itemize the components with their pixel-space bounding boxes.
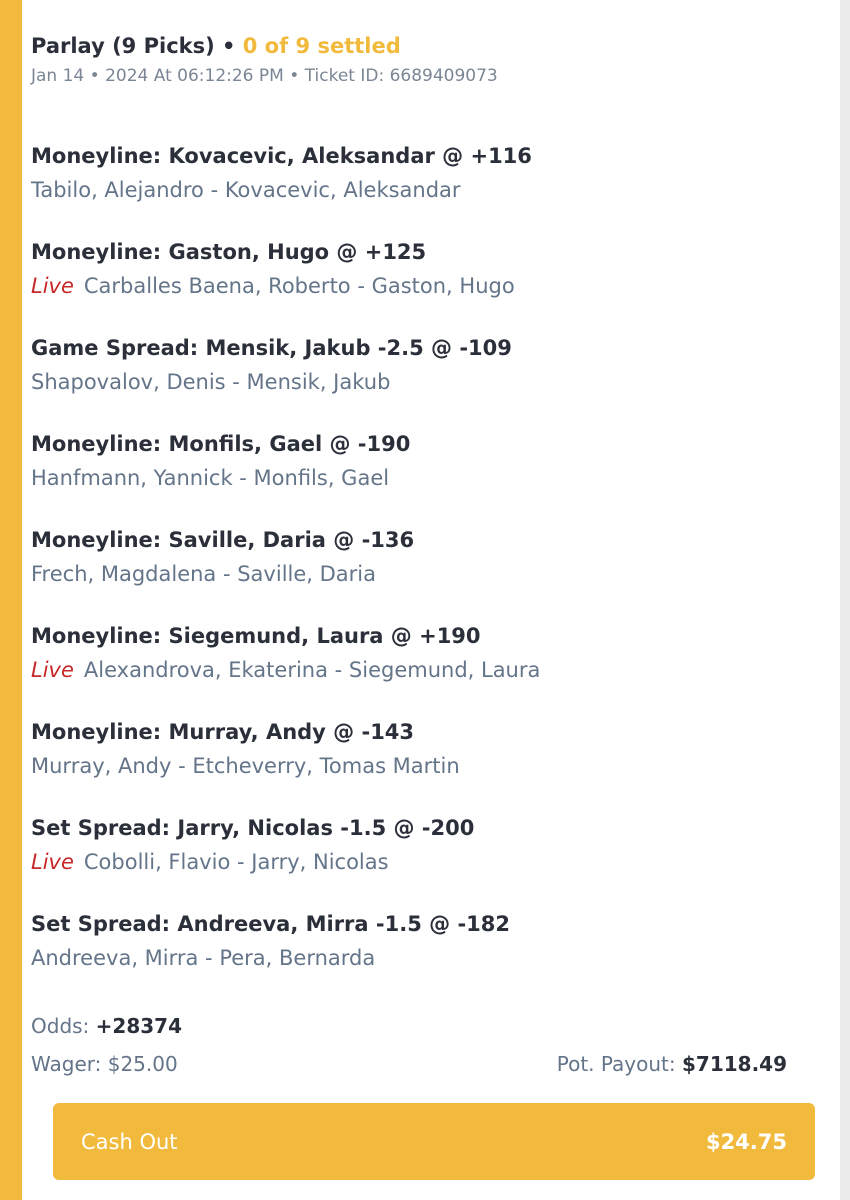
pick-matchup: Andreeva, Mirra - Pera, Bernarda bbox=[31, 946, 376, 970]
pick-title: Game Spread: Mensik, Jakub -2.5 @ -109 bbox=[31, 336, 512, 360]
pick-item bbox=[31, 524, 811, 620]
card-edge bbox=[840, 0, 850, 1200]
pick-item bbox=[31, 236, 811, 332]
odds-label: Odds: bbox=[31, 1014, 96, 1038]
cash-out-amount: $24.75 bbox=[705, 1129, 787, 1154]
pick-matchup: Hanfmann, Yannick - Monfils, Gael bbox=[31, 466, 390, 490]
accent-bar bbox=[0, 0, 22, 1200]
pick-matchup: Carballes Baena, Roberto - Gaston, Hugo bbox=[83, 274, 515, 298]
wager-value: $25.00 bbox=[107, 1052, 178, 1076]
pick-title: Moneyline: Gaston, Hugo @ +125 bbox=[31, 240, 427, 264]
pick-title: Moneyline: Siegemund, Laura @ +190 bbox=[31, 624, 481, 648]
pick-title: Moneyline: Kovacevic, Aleksandar @ +116 bbox=[31, 144, 532, 168]
ticket-meta: Jan 14 • 2024 At 06:12:26 PM • Ticket ID: 6689409073 bbox=[31, 66, 498, 86]
wager-row bbox=[31, 1052, 178, 1076]
cash-out-button[interactable] bbox=[53, 1103, 815, 1180]
bet-summary bbox=[31, 1014, 787, 1084]
live-badge: Live bbox=[31, 850, 74, 874]
pick-matchup-line bbox=[31, 556, 811, 592]
pick-matchup-line bbox=[31, 940, 811, 976]
pick-matchup: Shapovalov, Denis - Mensik, Jakub bbox=[31, 370, 391, 394]
pick-item bbox=[31, 428, 811, 524]
pick-item bbox=[31, 812, 811, 908]
pick-matchup: Frech, Magdalena - Saville, Daria bbox=[31, 562, 377, 586]
payout-row bbox=[557, 1052, 787, 1076]
odds-row bbox=[31, 1014, 182, 1038]
pick-matchup: Tabilo, Alejandro - Kovacevic, Aleksandar bbox=[31, 178, 461, 202]
cash-out-label: Cash Out bbox=[81, 1129, 178, 1154]
pick-matchup-line bbox=[31, 172, 811, 208]
pick-title: Set Spread: Andreeva, Mirra -1.5 @ -182 bbox=[31, 912, 510, 936]
pick-item bbox=[31, 908, 811, 1004]
pick-matchup-line bbox=[31, 460, 811, 496]
pick-matchup: Cobolli, Flavio - Jarry, Nicolas bbox=[83, 850, 389, 874]
pick-matchup: Alexandrova, Ekaterina - Siegemund, Laura bbox=[83, 658, 541, 682]
pick-matchup-line bbox=[31, 268, 811, 304]
pick-title: Moneyline: Monfils, Gael @ -190 bbox=[31, 432, 411, 456]
payout-label: Pot. Payout: bbox=[556, 1052, 682, 1076]
payout-value: $7118.49 bbox=[681, 1052, 787, 1076]
pick-matchup-line bbox=[31, 844, 811, 880]
pick-item bbox=[31, 140, 811, 236]
live-badge: Live bbox=[31, 274, 74, 298]
pick-matchup: Murray, Andy - Etcheverry, Tomas Martin bbox=[31, 754, 460, 778]
wager-label: Wager: bbox=[31, 1052, 108, 1076]
pick-item bbox=[31, 716, 811, 812]
odds-value: +28374 bbox=[95, 1014, 182, 1038]
pick-matchup-line bbox=[31, 364, 811, 400]
pick-item bbox=[31, 620, 811, 716]
pick-matchup-line bbox=[31, 652, 811, 688]
settled-status: 0 of 9 settled bbox=[242, 34, 401, 58]
bet-title-line bbox=[31, 32, 801, 60]
pick-title: Moneyline: Murray, Andy @ -143 bbox=[31, 720, 415, 744]
pick-title: Set Spread: Jarry, Nicolas -1.5 @ -200 bbox=[31, 816, 475, 840]
pick-matchup-line bbox=[31, 748, 811, 784]
bet-title: Parlay (9 Picks) bbox=[31, 34, 215, 58]
title-separator: • bbox=[214, 34, 243, 58]
bet-header bbox=[31, 32, 801, 88]
live-badge: Live bbox=[31, 658, 74, 682]
pick-title: Moneyline: Saville, Daria @ -136 bbox=[31, 528, 415, 552]
pick-item bbox=[31, 332, 811, 428]
picks-list bbox=[31, 140, 811, 1004]
